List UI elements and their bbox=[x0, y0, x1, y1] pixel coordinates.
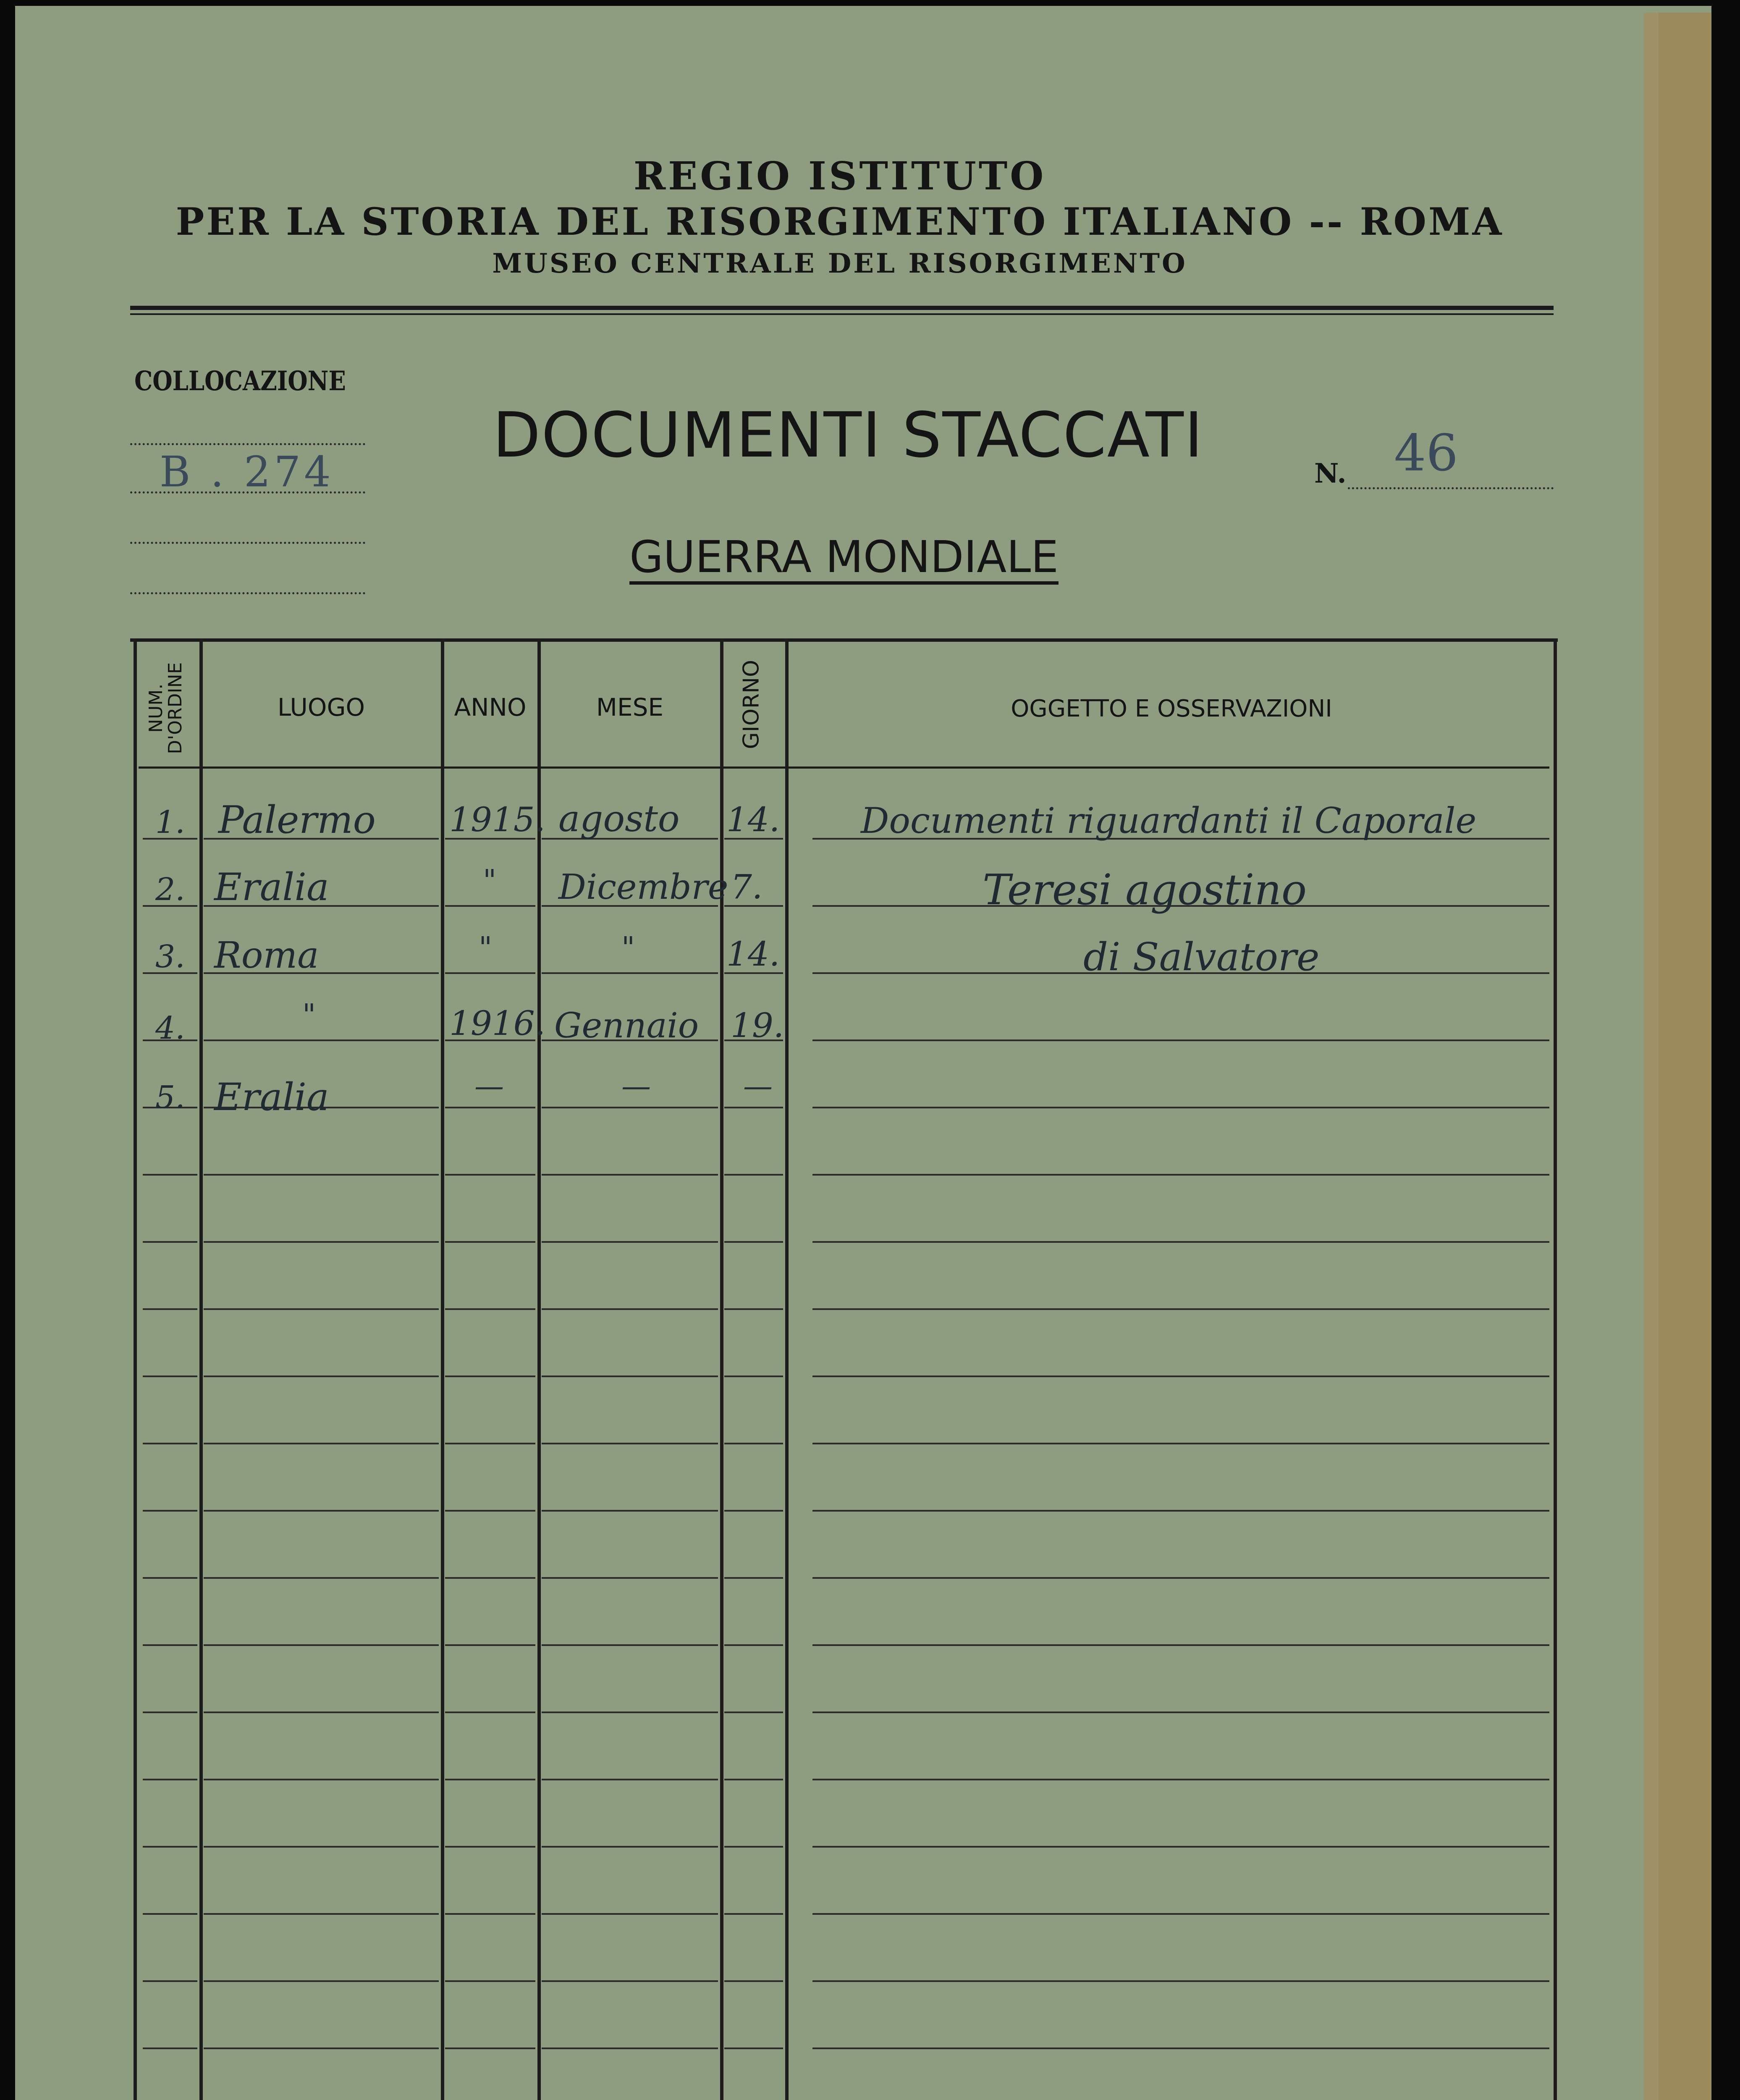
ruled-line bbox=[812, 1712, 1549, 1713]
table-header-rule bbox=[139, 766, 1549, 769]
ruled-line bbox=[542, 1241, 718, 1243]
ruled-line bbox=[204, 1510, 439, 1512]
ruled-line bbox=[724, 1846, 783, 1848]
row-3-oggetto: di Salvatore bbox=[1083, 934, 1320, 979]
ruled-line bbox=[542, 972, 718, 974]
col-line-6 bbox=[1554, 638, 1557, 2100]
row-2-num: 2. bbox=[155, 872, 185, 908]
row-1-luogo: Palermo bbox=[218, 798, 376, 842]
ruled-line bbox=[204, 1174, 439, 1176]
ruled-line bbox=[445, 1107, 535, 1108]
ruled-line bbox=[724, 1308, 783, 1310]
ruled-line bbox=[542, 1846, 718, 1848]
number-line bbox=[1348, 487, 1554, 489]
ruled-line bbox=[204, 1376, 439, 1377]
document-title: DOCUMENTI STACCATI bbox=[493, 399, 1204, 471]
paper-edge bbox=[1644, 13, 1661, 2100]
row-4-mese: Gennaio bbox=[554, 1006, 699, 1046]
ruled-line bbox=[812, 1980, 1549, 1982]
row-5-mese: — bbox=[621, 1069, 651, 1103]
row-2-oggetto: Teresi agostino bbox=[983, 865, 1307, 914]
ruled-line bbox=[812, 1174, 1549, 1176]
ruled-line bbox=[542, 1712, 718, 1713]
column-header-luogo: LUOGO bbox=[277, 693, 365, 722]
ruled-line bbox=[143, 1712, 197, 1713]
ruled-line bbox=[204, 1577, 439, 1579]
ruled-line bbox=[445, 2048, 535, 2049]
column-header-num: NUM. D'ORDINE bbox=[145, 662, 186, 754]
ruled-line bbox=[143, 1846, 197, 1848]
ruled-line bbox=[724, 1779, 783, 1780]
column-header-giorno: GIORNO bbox=[739, 660, 764, 749]
ruled-line bbox=[542, 1980, 718, 1982]
ruled-line bbox=[204, 1779, 439, 1780]
row-1-oggetto: Documenti riguardanti il Caporale bbox=[861, 800, 1477, 841]
ruled-line bbox=[445, 1577, 535, 1579]
row-5-luogo: Eralia bbox=[214, 1075, 329, 1119]
ruled-line bbox=[204, 1846, 439, 1848]
ruled-line bbox=[542, 1107, 718, 1108]
column-header-oggetto: OGGETTO E OSSERVAZIONI bbox=[1011, 695, 1332, 722]
ruled-line bbox=[445, 1644, 535, 1646]
row-1-mese: agosto bbox=[558, 798, 680, 840]
row-5-anno: — bbox=[474, 1069, 504, 1103]
header-line-3: MUSEO CENTRALE DEL RISORGIMENTO bbox=[492, 248, 1187, 279]
ruled-line bbox=[204, 1241, 439, 1243]
ruled-line bbox=[143, 1510, 197, 1512]
ruled-line bbox=[445, 1174, 535, 1176]
ruled-line bbox=[542, 2048, 718, 2049]
row-1-giorno: 14. bbox=[726, 800, 780, 839]
collocazione-label: COLLOCAZIONE bbox=[134, 365, 346, 397]
ruled-line bbox=[724, 1107, 783, 1108]
ruled-line bbox=[724, 1980, 783, 1982]
ruled-line bbox=[724, 1443, 783, 1444]
ruled-line bbox=[812, 1241, 1549, 1243]
ruled-line bbox=[143, 1779, 197, 1780]
ruled-line bbox=[143, 1644, 197, 1646]
ruled-line bbox=[724, 1174, 783, 1176]
ruled-line bbox=[143, 1577, 197, 1579]
table-top-border bbox=[130, 638, 1558, 642]
ruled-line bbox=[445, 1308, 535, 1310]
ruled-line bbox=[812, 1779, 1549, 1780]
ruled-line bbox=[724, 1241, 783, 1243]
ruled-line bbox=[542, 1443, 718, 1444]
ruled-line bbox=[812, 1443, 1549, 1444]
ruled-line bbox=[812, 2048, 1549, 2049]
ruled-line bbox=[204, 1308, 439, 1310]
ruled-line bbox=[724, 1510, 783, 1512]
ruled-line bbox=[445, 1712, 535, 1713]
ruled-line bbox=[724, 1376, 783, 1377]
ruled-line bbox=[204, 1980, 439, 1982]
ruled-line bbox=[445, 972, 535, 974]
ruled-line bbox=[812, 1846, 1549, 1848]
number-label: N. bbox=[1314, 458, 1347, 489]
ruled-line bbox=[143, 1376, 197, 1377]
ruled-line bbox=[812, 1040, 1549, 1041]
ruled-line bbox=[445, 1241, 535, 1243]
ruled-line bbox=[724, 1712, 783, 1713]
row-3-num: 3. bbox=[155, 939, 185, 975]
ruled-line bbox=[143, 2048, 197, 2049]
row-4-anno: 1916. bbox=[449, 1004, 546, 1043]
ruled-line bbox=[812, 1644, 1549, 1646]
row-2-anno: " bbox=[483, 863, 497, 898]
ruled-line bbox=[542, 1376, 718, 1377]
row-1-anno: 1915. bbox=[449, 800, 546, 839]
document-subtitle: GUERRA MONDIALE bbox=[629, 531, 1059, 583]
col-line-2 bbox=[441, 638, 444, 2100]
row-3-giorno: 14. bbox=[726, 934, 780, 974]
ruled-line bbox=[542, 1577, 718, 1579]
row-3-mese: " bbox=[621, 930, 635, 965]
col-line-4 bbox=[720, 638, 723, 2100]
collocazione-value: B . 274 bbox=[160, 447, 334, 496]
header-rule-top bbox=[130, 306, 1554, 310]
row-3-anno: " bbox=[479, 930, 493, 965]
row-2-mese: Dicembre bbox=[558, 867, 728, 907]
ruled-line bbox=[542, 1510, 718, 1512]
number-value: 46 bbox=[1394, 424, 1458, 483]
col-line-5 bbox=[785, 638, 789, 2100]
ruled-line bbox=[445, 1980, 535, 1982]
col-line-3 bbox=[537, 638, 541, 2100]
header-line-1: REGIO ISTITUTO bbox=[633, 153, 1046, 199]
column-header-anno: ANNO bbox=[454, 693, 527, 722]
column-header-mese: MESE bbox=[596, 693, 664, 722]
ruled-line bbox=[542, 1913, 718, 1915]
col-line-0 bbox=[134, 638, 137, 2100]
collocazione-line-3 bbox=[130, 542, 365, 544]
paper-edge-outer bbox=[1659, 13, 1711, 2100]
ruled-line bbox=[542, 1174, 718, 1176]
collocazione-line-4 bbox=[130, 592, 365, 594]
ruled-line bbox=[724, 2048, 783, 2049]
ruled-line bbox=[445, 1846, 535, 1848]
row-3-luogo: Roma bbox=[214, 934, 319, 976]
collocazione-line-2 bbox=[130, 491, 365, 494]
ruled-line bbox=[542, 1779, 718, 1780]
ruled-line bbox=[143, 1980, 197, 1982]
ruled-line bbox=[812, 1913, 1549, 1915]
ruled-line bbox=[542, 1308, 718, 1310]
ruled-line bbox=[812, 1308, 1549, 1310]
ruled-line bbox=[143, 1308, 197, 1310]
header-rule-bottom bbox=[130, 313, 1554, 315]
ruled-line bbox=[812, 1510, 1549, 1512]
ruled-line bbox=[812, 1107, 1549, 1108]
row-4-luogo: " bbox=[302, 998, 316, 1032]
ruled-line bbox=[445, 1779, 535, 1780]
ruled-line bbox=[204, 1712, 439, 1713]
ruled-line bbox=[445, 1913, 535, 1915]
ruled-line bbox=[445, 1443, 535, 1444]
ruled-line bbox=[143, 1241, 197, 1243]
ruled-line bbox=[204, 1644, 439, 1646]
ruled-line bbox=[445, 905, 535, 907]
ruled-line bbox=[204, 1913, 439, 1915]
document-sheet bbox=[15, 6, 1711, 2100]
ruled-line bbox=[542, 1644, 718, 1646]
ruled-line bbox=[204, 2048, 439, 2049]
row-2-luogo: Eralia bbox=[214, 865, 329, 909]
ruled-line bbox=[724, 1913, 783, 1915]
ruled-line bbox=[143, 1443, 197, 1444]
row-2-giorno: 7. bbox=[731, 867, 763, 906]
row-4-giorno: 19. bbox=[731, 1006, 784, 1045]
ruled-line bbox=[812, 1577, 1549, 1579]
collocazione-line-1 bbox=[130, 443, 365, 445]
ruled-line bbox=[812, 1376, 1549, 1377]
col-line-1 bbox=[199, 638, 203, 2100]
row-5-giorno: — bbox=[743, 1069, 773, 1103]
row-4-num: 4. bbox=[155, 1010, 185, 1046]
row-5-num: 5. bbox=[155, 1079, 185, 1116]
header-line-2: PER LA STORIA DEL RISORGIMENTO ITALIANO -- ROMA bbox=[176, 200, 1504, 244]
row-1-num: 1. bbox=[155, 804, 185, 840]
ruled-line bbox=[143, 1913, 197, 1915]
ruled-line bbox=[445, 1510, 535, 1512]
ruled-line bbox=[724, 1644, 783, 1646]
ruled-line bbox=[724, 1577, 783, 1579]
ruled-line bbox=[445, 1376, 535, 1377]
ruled-line bbox=[143, 1174, 197, 1176]
ruled-line bbox=[204, 1040, 439, 1041]
ruled-line bbox=[204, 1443, 439, 1444]
